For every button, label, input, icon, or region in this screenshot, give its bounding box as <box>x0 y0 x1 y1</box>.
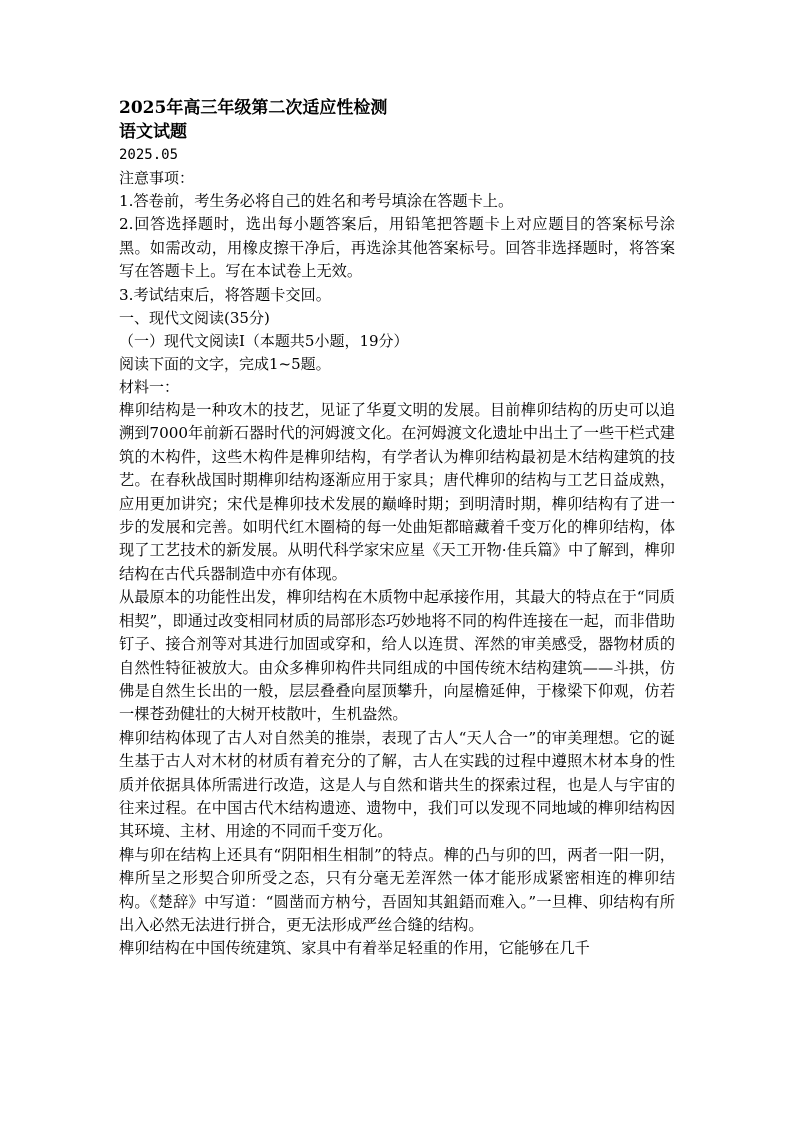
exam-date: 2025.05 <box>119 147 179 163</box>
reading-instruction: 阅读下面的文字，完成1~5题。 <box>119 355 331 374</box>
note-item-1: 1.答卷前，考生务必将自己的姓名和考号填涂在答题卡上。 <box>119 192 514 210</box>
paragraph: 榫卯结构在中国传统建筑、家具中有着举足轻重的作用，它能够在几千 <box>119 939 590 958</box>
section-title: 一、现代文阅读(35分) <box>119 309 270 328</box>
paragraph: 榫卯结构体现了古人对自然美的推崇，表现了古人“天人合一”的审美理想。它的诞生基于古人对木材的材质有着充分的了解，古人在实践的过程中遵照木材本身的性质并依据具体所需进行改造，这是人与自然和谐共生的探索过程，也是人与宇宙的往来过程。在中国古代木结构遗迹、遗物中，我们可以发现不同地域的榫卯结构因其环境、主材、用途的不同而千变万化。 <box>119 728 675 841</box>
paragraph: 从最原本的功能性出发，榫卯结构在木质物中起承接作用，其最大的特点在于“同质相契”，即通过改变相同材质的局部形态巧妙地将不同的构件连接在一起，而非借助钉子、接合剂等对其进行加固或穿和，给人以连贯、浑然的审美感受，器物材质的自然性特征被放大。由众多榫卯构件共同组成的中国传统木结构建筑——斗拱，仿佛是自然生长出的一般，层层叠叠向屋顶攀升，向屋檐延伸，于椽梁下仰观，仿若一棵苍劲健壮的大树开枝散叶，生机盎然。 <box>119 588 675 724</box>
note-item-3: 3.考试结束后，将答题卡交回。 <box>119 285 331 304</box>
note-item-2: 2.回答选择题时，选出每小题答案后，用铅笔把答题卡上对应题目的答案标号涂黑。如需改动，用橡皮擦干净后，再选涂其他答案标号。回答非选择题时，将答案写在答题卡上。写在本试卷上无效。 <box>119 215 675 281</box>
paragraph: 榫卯结构是一种攻木的技艺，见证了华夏文明的发展。目前榫卯结构的历史可以追溯到7000年前新石器时代的河姆渡文化。在河姆渡文化遗址中出土了一些干栏式建筑的木构件，这些木构件是榫卯结构，有学者认为榫卯结构最初是木结构建筑的技艺。在春秋战国时期榫卯结构逐渐应用于家具；唐代榫卯的结构与工艺日益成熟，应用更加讲究；宋代是榫卯技术发展的巅峰时期；到明清时期，榫卯结构有了进一步的发展和完善。如明代红木圈椅的每一处曲矩都暗藏着千变万化的榫卯结构，体现了工艺技术的新发展。从明代科学家宋应星《天工开物·佳兵篇》中了解到，榫卯结构在古代兵器制造中亦有体现。 <box>119 401 675 583</box>
subsection-title: （一）现代文阅读Ⅰ（本题共5小题，19分） <box>119 332 409 351</box>
paragraph: 榫与卯在结构上还具有“阴阳相生相制”的特点。榫的凸与卯的凹，两者一阳一阴，榫所呈之形契合卯所受之态，只有分毫无差浑然一体才能形成紧密相连的榫卯结构。《楚辞》中写道：“圆凿而方枘兮，吾固知其鉏鋙而难入。”一旦榫、卯结构有所出入必然无法进行拼合，更无法形成严丝合缝的结构。 <box>119 845 675 934</box>
subject-title: 语文试题 <box>119 122 187 142</box>
material-label: 材料一： <box>119 378 180 397</box>
exam-page <box>119 96 675 961</box>
notes-heading: 注意事项： <box>119 169 195 187</box>
exam-title: 2025年高三年级第二次适应性检测 <box>119 98 388 118</box>
